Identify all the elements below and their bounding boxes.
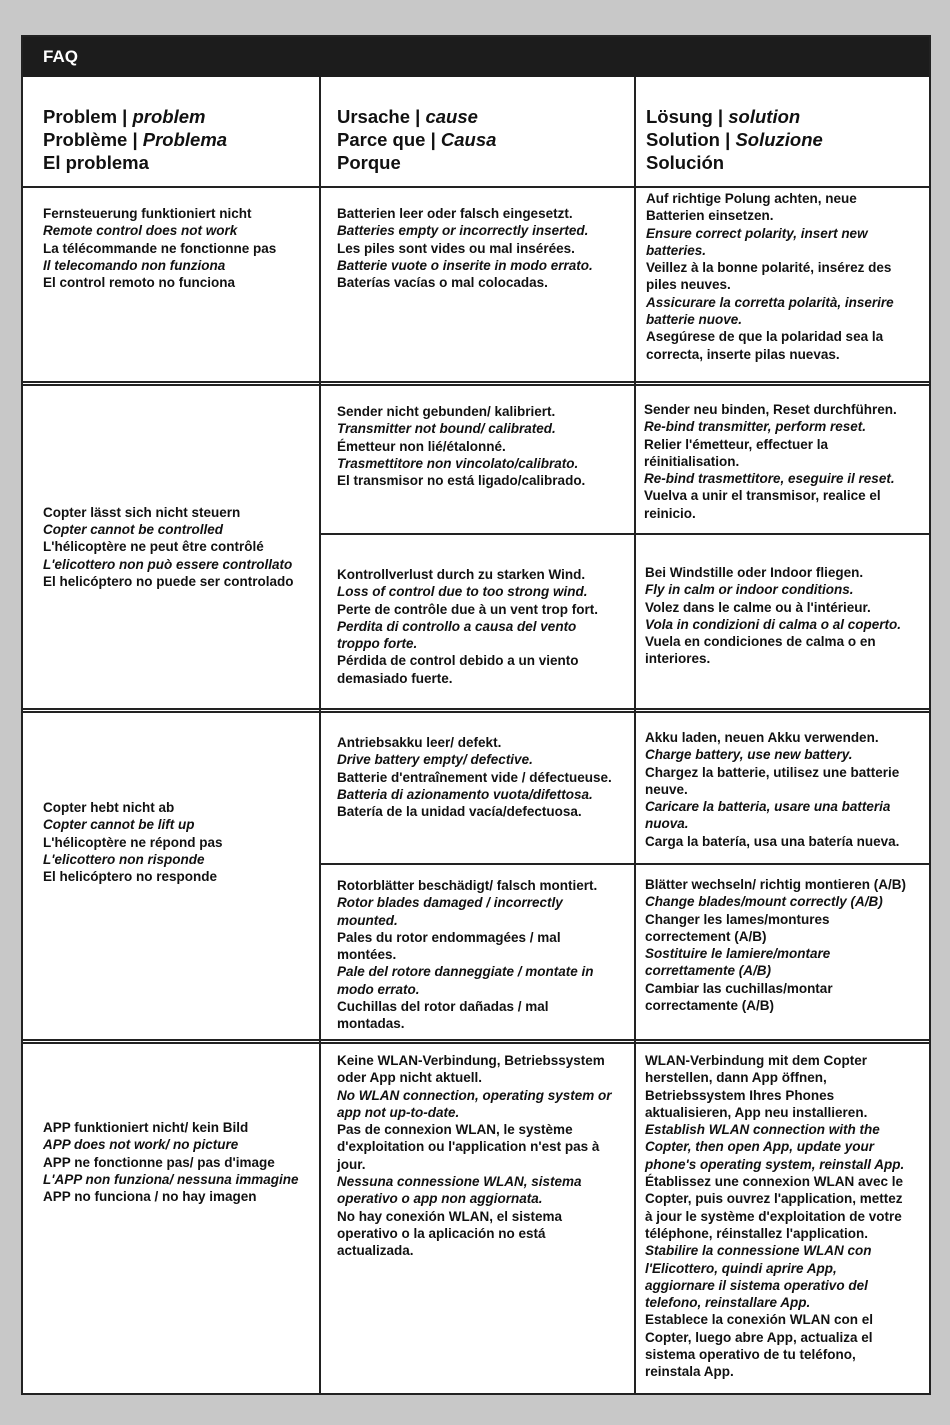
header-text: Parce que | (337, 129, 441, 150)
problem-line: L'APP non funziona/ nessuna immagine (43, 1171, 299, 1187)
cause-line: Sender nicht gebunden/ kalibriert. (337, 404, 556, 419)
cause-line: Batería de la unidad vacía/defectuosa. (337, 804, 582, 820)
header-text: solution (728, 106, 801, 127)
cause-line: Baterías vacías o mal colocadas. (337, 275, 548, 291)
cause-line: No hay conexión WLAN, el sistema operativo o la aplicación no está actualizada. (337, 1208, 563, 1259)
solution-line: Fly in calm or indoor conditions. (645, 582, 854, 598)
cause-line: Perte de contrôle due à un vent trop fort. (337, 601, 599, 617)
cause-line: No WLAN connection, operating system or app not up-to-date. (337, 1087, 612, 1120)
cause-line: Trasmettitore non vincolato/calibrato. (337, 455, 579, 471)
solution-line: Chargez la batterie, utilisez une batterie neuve. (645, 764, 900, 797)
solution-line: Sostituire le lamiere/montare correttamente (A/B) (645, 946, 831, 979)
solution-line: WLAN-Verbindung mit dem Copter herstellen, dann App öffnen, Betriebssystem Ihres Phones aktualisieren, App neu installieren. (645, 1053, 868, 1120)
cause-line: Pas de connexion WLAN, le système d'exploitation ou l'application n'est pas à jour. (337, 1122, 600, 1172)
cause-line: El transmisor no está ligado/calibrado. (337, 473, 586, 489)
solution-line: Auf richtige Polung achten, neue Batterien einsetzen. (646, 191, 857, 224)
row-divider-2 (23, 708, 929, 713)
cause-line: Batteries empty or incorrectly inserted. (337, 223, 589, 239)
solution-line: Change blades/mount correctly (A/B) (645, 894, 883, 910)
solution-line: Carga la batería, usa una batería nueva. (645, 833, 900, 849)
problem-line: APP no funciona / no hay imagen (43, 1189, 257, 1205)
cause-line: Transmitter not bound/ calibrated. (337, 421, 556, 437)
cause-line: Les piles sont vides ou mal insérées. (337, 240, 575, 256)
solution-line: Asegúrese de que la polaridad sea la correcta, inserte pilas nuevas. (646, 329, 884, 362)
problem-line: La télécommande ne fonctionne pas (43, 240, 277, 256)
cause-line: Batterie d'entraînement vide / défectueuse. (337, 769, 612, 785)
cause-line: Drive battery empty/ defective. (337, 752, 533, 768)
solution-line: Veillez à la bonne polarité, insérez des piles neuves. (646, 260, 892, 293)
header-divider (23, 186, 929, 188)
cause-line: Batterien leer oder falsch eingesetzt. (337, 206, 573, 221)
header-text: problem (132, 106, 206, 127)
row-divider-3 (23, 1039, 929, 1044)
header-solution (646, 105, 926, 174)
cause-line: Keine WLAN-Verbindung, Betriebssystem oder App nicht aktuell. (337, 1053, 605, 1086)
row1-solution (646, 190, 928, 363)
cause-line: Batterie vuote o inserite in modo errato. (337, 257, 593, 273)
solution-line: Établissez une connexion WLAN avec le Copter, puis ouvrez l'application, mettez à jour le système d'exploitation de votre téléphone, réinstallez l'application. (645, 1174, 904, 1241)
solution-line: Caricare la batteria, usare una batteria nuova. (645, 799, 891, 832)
cause-line: Antriebsakku leer/ defekt. (337, 735, 502, 750)
row3-solution-1 (645, 729, 928, 850)
solution-line: Ensure correct polarity, insert new batteries. (646, 225, 868, 258)
row3-subdivider (321, 863, 929, 865)
header-line (646, 151, 926, 174)
header-line (646, 128, 926, 151)
header-problem (43, 105, 323, 174)
problem-line: Copter cannot be controlled (43, 522, 224, 538)
header-line (43, 151, 323, 174)
solution-line: Re-bind transmitter, perform reset. (644, 419, 867, 435)
header-text: Problème | (43, 129, 143, 150)
solution-line: Vola in condizioni di calma o al coperto. (645, 616, 902, 632)
cause-line: Cuchillas del rotor dañadas / mal montadas. (337, 999, 549, 1032)
header-text: cause (425, 106, 478, 127)
solution-line: Re-bind trasmettitore, eseguire il reset. (644, 471, 895, 487)
problem-line: APP ne fonctionne pas/ pas d'image (43, 1154, 275, 1170)
header-text: Ursache | (337, 106, 426, 127)
header-text: Porque (337, 152, 401, 173)
solution-line: Bei Windstille oder Indoor fliegen. (645, 565, 864, 580)
row4-cause (337, 1052, 633, 1260)
solution-line: Sender neu binden, Reset durchführen. (644, 402, 897, 417)
cause-line: Pale del rotore danneggiate / montate in modo errato. (337, 964, 594, 997)
header-cause (337, 105, 637, 174)
header-text: Soluzione (735, 129, 823, 150)
cause-line: Pales du rotor endommagées / mal montées. (337, 929, 561, 963)
row4-solution (645, 1052, 928, 1381)
header-line (646, 105, 926, 128)
cause-line: Loss of control due to too strong wind. (337, 584, 588, 600)
header-line (337, 105, 637, 128)
problem-line: El helicóptero no responde (43, 869, 218, 885)
row4-problem (43, 1119, 318, 1205)
column-divider-2 (634, 77, 636, 1395)
cause-line: Perdita di controllo a causa del vento troppo forte. (337, 618, 577, 652)
cause-line: Émetteur non lié/étalonné. (337, 438, 506, 454)
faq-page (21, 35, 931, 1395)
solution-line: Establish WLAN connection with the Copter, then open App, update your phone's operating system, reinstall App. (645, 1122, 905, 1172)
header-text: El problema (43, 152, 149, 173)
row2-solution-1 (644, 401, 928, 522)
problem-line: El helicóptero no puede ser controlado (43, 573, 294, 589)
problem-line: APP funktioniert nicht/ kein Bild (43, 1120, 249, 1135)
problem-line: L'hélicoptère ne peut être contrôlé (43, 539, 264, 555)
header-line (43, 128, 323, 151)
row1-problem (43, 205, 318, 291)
row3-cause-1 (337, 734, 633, 820)
row2-cause-1 (337, 403, 633, 489)
column-divider-1 (319, 77, 321, 1395)
header-text: Solution | (646, 129, 736, 150)
solution-line: Assicurare la corretta polarità, inserire batterie nuove. (646, 294, 894, 328)
solution-line: Blätter wechseln/ richtig montieren (A/B) (645, 877, 907, 892)
problem-line: L'hélicoptère ne répond pas (43, 834, 223, 850)
header-text: Problema (142, 129, 228, 150)
row3-solution-2 (645, 876, 928, 1014)
solution-line: Cambiar las cuchillas/montar correctamente (A/B) (645, 980, 833, 1014)
problem-line: Il telecomando non funziona (43, 257, 226, 273)
problem-line: Fernsteuerung funktioniert nicht (43, 206, 252, 221)
problem-line: L'elicottero non può essere controllato (43, 556, 293, 572)
solution-line: Volez dans le calme ou à l'intérieur. (645, 599, 871, 615)
row3-cause-2 (337, 877, 633, 1033)
solution-line: Changer les lames/montures correctement (A/B) (645, 911, 830, 944)
header-line (337, 151, 637, 174)
problem-line: Remote control does not work (43, 223, 238, 239)
faq-title: FAQ (23, 37, 929, 77)
row2-subdivider (321, 533, 929, 535)
problem-line: Copter lässt sich nicht steuern (43, 504, 241, 520)
header-text: Lösung | (646, 106, 729, 127)
cause-line: Rotor blades damaged / incorrectly mounted. (337, 895, 563, 928)
solution-line: Vuelva a unir el transmisor, realice el reinicio. (644, 488, 881, 521)
header-text: Solución (646, 152, 725, 173)
cause-line: Batteria di azionamento vuota/difettosa. (337, 786, 593, 802)
row2-solution-2 (645, 564, 928, 668)
solution-line: Akku laden, neuen Akku verwenden. (645, 730, 879, 745)
solution-line: Vuela en condiciones de calma o en interiores. (645, 634, 876, 667)
problem-line: El control remoto no funciona (43, 275, 235, 291)
cause-line: Nessuna connessione WLAN, sistema operativo o app non aggiornata. (337, 1174, 582, 1207)
cause-line: Rotorblätter beschädigt/ falsch montiert. (337, 878, 598, 893)
row2-problem (43, 386, 318, 708)
header-line (43, 105, 323, 128)
problem-line: Copter hebt nicht ab (43, 800, 175, 815)
row2-cause-2 (337, 566, 633, 687)
problem-line: Copter cannot be lift up (43, 817, 195, 833)
header-text: Problem | (43, 106, 133, 127)
header-line (337, 128, 637, 151)
row1-cause (337, 205, 633, 291)
row3-problem (43, 799, 318, 885)
solution-line: Relier l'émetteur, effectuer la réinitialisation. (644, 436, 829, 469)
cause-line: Pérdida de control debido a un viento demasiado fuerte. (337, 653, 579, 686)
solution-line: Establece la conexión WLAN con el Copter, luego abre App, actualiza el sistema operativo de tu teléfono, reinstala App. (645, 1312, 874, 1380)
solution-line: Charge battery, use new battery. (645, 747, 853, 763)
problem-line: L'elicottero non risponde (43, 851, 205, 867)
problem-line: APP does not work/ no picture (43, 1137, 239, 1153)
solution-line: Stabilire la connessione WLAN con l'Elicottero, quindi aprire App, aggiornare il sistema operativo del telefono, reinstallare App. (645, 1243, 872, 1311)
cause-line: Kontrollverlust durch zu starken Wind. (337, 567, 586, 582)
header-text: Causa (440, 129, 497, 150)
